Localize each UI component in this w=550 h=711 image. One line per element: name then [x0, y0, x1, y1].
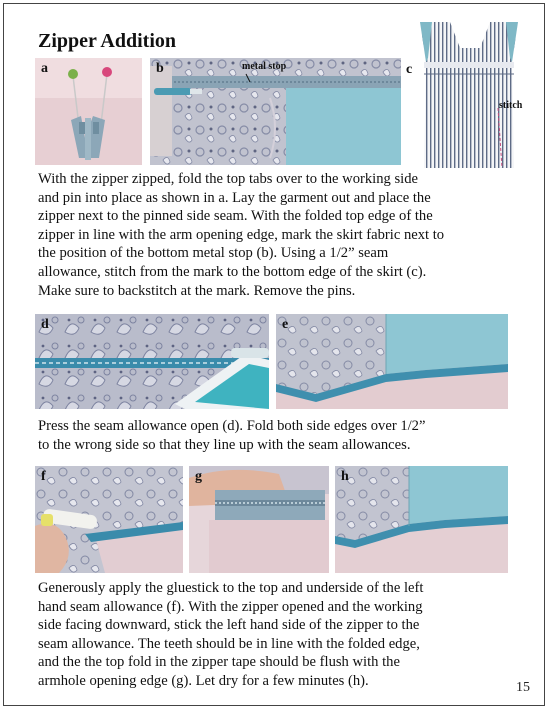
paragraph-2-line: Press the seam allowance open (d). Fold both side edges over 1/2” — [38, 418, 426, 434]
paragraph-3-line: armhole opening edge (g). Let dry for a few minutes (h). — [38, 672, 369, 689]
paragraph-1-line: zipper in line with the arm opening edge, mark the skirt fabric next to — [38, 226, 445, 243]
paragraph-2 — [38, 417, 528, 454]
paragraph-3-line: and the the top fold in the zipper tape should be flush with the — [38, 654, 400, 671]
paragraph-1 — [38, 170, 528, 300]
photo-f-image — [35, 466, 183, 573]
paragraph-1-line: Make sure to backstitch at the mark. Remove the pins. — [38, 282, 356, 299]
paragraph-1-line: allowance, stitch from the mark to the bottom edge of the skirt (c). — [38, 263, 427, 280]
photo-h-image — [335, 466, 508, 573]
page — [3, 3, 545, 706]
paragraph-3-line: Generously apply the gluestick to the top and underside of the left — [38, 580, 424, 596]
paragraph-3-line: side facing downward, stick the left hand side of the zipper to the — [38, 617, 420, 634]
photo-a — [35, 58, 142, 165]
photo-g — [189, 466, 329, 573]
photo-a-image — [35, 58, 142, 165]
photo-f — [35, 466, 183, 573]
paragraph-1-line: the position of the bottom metal stop (b). Using a 1/2” seam — [38, 245, 389, 262]
paragraph-3 — [38, 579, 528, 691]
photo-e-label: e — [282, 317, 289, 332]
page-title: Zipper Addition — [38, 30, 177, 52]
photo-f-label: f — [41, 469, 46, 484]
photo-g-label: g — [195, 469, 202, 484]
photo-d — [35, 314, 269, 409]
paragraph-1-line: zipper next to the pinned side seam. With the folded top edge of the — [38, 208, 433, 225]
photo-c-label: c — [406, 62, 413, 77]
metal-stop-callout: metal stop — [242, 61, 287, 72]
photo-c-image — [406, 18, 532, 168]
paragraph-1-line: With the zipper zipped, fold the top tabs over to the working side — [38, 171, 418, 187]
paragraph-3-line: hand seam allowance (f). With the zipper opened and the working — [38, 598, 423, 615]
stitch-callout: stitch — [499, 100, 523, 111]
photo-e-image — [276, 314, 508, 409]
photo-b — [150, 58, 401, 165]
photo-e — [276, 314, 508, 409]
page-number: 15 — [516, 680, 530, 695]
photo-h — [335, 466, 508, 573]
paragraph-1-line: and pin into place as shown in a. Lay the garment out and place the — [38, 189, 431, 206]
photo-a-label: a — [41, 61, 48, 76]
photo-b-label: b — [156, 61, 164, 76]
photo-b-image — [150, 58, 401, 165]
photo-d-image — [35, 314, 269, 409]
paragraph-3-line: seam allowance. The teeth should be in line with the folded edge, — [38, 635, 420, 652]
photo-c — [406, 18, 532, 168]
paragraph-2-line: to the wrong side so that they line up with the seam allowances. — [38, 436, 411, 453]
photo-g-image — [189, 466, 329, 573]
photo-h-label: h — [341, 469, 349, 484]
photo-d-label: d — [41, 317, 49, 332]
